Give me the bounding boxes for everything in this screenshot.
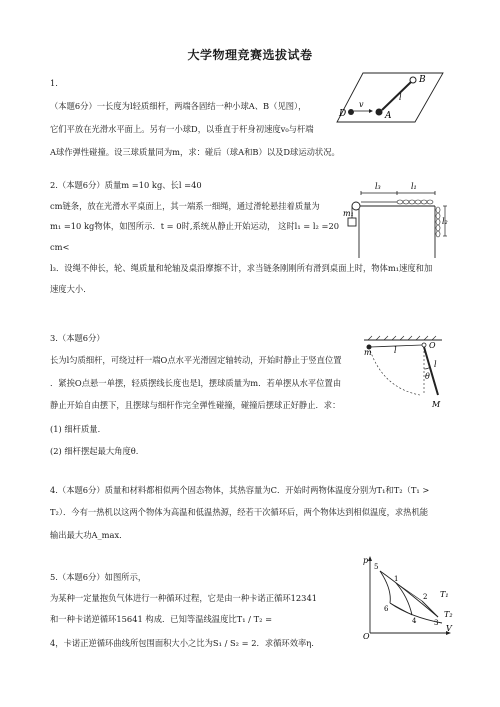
q5-fig-label-4: 4 — [412, 617, 417, 625]
q1-fig-label-l: l — [399, 93, 402, 102]
q1-fig-label-v: v — [359, 100, 364, 109]
q2-fig-label-l1: l₁ — [411, 182, 417, 191]
q1-number: 1. — [50, 78, 58, 88]
q3-figure — [362, 333, 447, 415]
q3-line-1: 长为l匀质细杆，可绕过杆一端O点水平光滑固定轴转动，开始时静止于竖直位置 — [50, 355, 342, 365]
q1-figure — [335, 70, 445, 125]
q5-fig-label-O: O — [363, 632, 370, 640]
q5-fig-label-T1: T₁ — [440, 590, 449, 599]
q5-fig-label-6: 6 — [384, 605, 389, 613]
q5-line-4: 4，卡诺正逆循环曲线所包围面积大小之比为S₁ / S₂ = 2．求循环效率η. — [50, 638, 314, 648]
q2-line-1: 2.（本题6分）质量m =10 kg、长l =40 — [50, 180, 202, 190]
q3-line-3: 静止开始自由摆下，且摆球与细杆作完全弹性碰撞，碰撞后摆球正好静止．求： — [50, 400, 341, 410]
q5-line-2: 为某种一定量抱负气体进行一种循环过程，它是由一种卡诺正循环12341 — [50, 593, 318, 603]
q4-line-3: 输出最大功A_max． — [50, 530, 128, 540]
q3-fig-label-l-side: l — [434, 360, 437, 369]
q3-fig-label-theta: θ — [425, 372, 430, 381]
q2-fig-label-l3: l₃ — [375, 182, 381, 191]
q5-fig-label-T2: T₂ — [444, 610, 453, 619]
q3-item-2: (2) 细杆摆起最大角度θ. — [50, 446, 139, 456]
q1-line-3: A球作弹性碰撞。设三球质量同为m，求：碰后（球A和B）以及D球运动状况。 — [50, 147, 340, 157]
q5-fig-label-p: p — [363, 556, 369, 565]
q2-line-3: m₁ =10 kg物体，如图所示．t = 0时,系统从静止开始运动， 这时l₁ = l₂ =20 — [50, 221, 339, 231]
q5-line-1: 5.（本题6分）如图所示， — [50, 572, 147, 582]
q4-line-2: T₂）．今有一热机以这两个物体为高温和低温热源，经若干次循环后，两个物体达到相似温度，求热机能 — [50, 507, 429, 517]
q5-fig-label-V: V — [446, 624, 452, 633]
page-title: 大学物理竞赛选拔试卷 — [187, 48, 313, 62]
q5-fig-label-2: 2 — [423, 593, 428, 601]
q2-fig-label-l2: l₂ — [442, 217, 448, 226]
q3-line-2: ．紧挨O点悬一单摆，轻质摆线长度也是l，摆球质量为m．若单摆从水平位置由 — [50, 378, 342, 388]
q2-fig-label-m1: m₁ — [343, 209, 354, 218]
q1-fig-label-A: A — [385, 111, 392, 121]
q2-line-5: l₃．设绳不伸长，轮、绳质量和轮轴及桌沿摩擦不计，求当链条刚刚所有滑到桌面上时，物体m₁速度和加 — [50, 263, 433, 273]
q3-item-1: (1) 细杆质量． — [50, 424, 106, 434]
q1-line-2: 它们平放在光滑水平面上。另有一小球D，以垂直于杆身初速度v₀与杆端 — [50, 124, 314, 134]
q2-line-4: cm< — [50, 242, 70, 252]
q3-fig-label-l-top: l — [394, 346, 397, 355]
q3-fig-label-M: M — [432, 400, 441, 409]
q4-line-1: 4.（本题6分）质量和材料都相似两个固态物体，其热容量为C．开始时两物体温度分别为T₁和T₂（T₁ > — [50, 485, 430, 495]
q5-fig-label-5: 5 — [374, 563, 379, 571]
q1-fig-label-B: B — [419, 75, 426, 85]
q2-line-6: 速度大小． — [50, 284, 92, 294]
q5-line-3: 和一种卡诺逆循环15641 构成．已知等温线温度比T₁ / T₂ = — [50, 614, 273, 624]
q3-number: 3.（本题6分） — [50, 333, 105, 343]
q1-fig-label-D: D — [339, 109, 347, 119]
q3-fig-label-m: m — [364, 348, 372, 357]
q1-line-1: （本题6分）一长度为l轻质细杆，两端各固结一种小球A、B（见图）， — [50, 101, 307, 111]
q3-fig-label-O: O — [429, 341, 436, 350]
q2-line-2: cm链条，放在光滑水平桌面上，其一端系一细绳，通过滑轮悬挂着质量为 — [50, 201, 320, 211]
q5-fig-label-1: 1 — [394, 575, 399, 583]
q5-fig-label-3: 3 — [434, 619, 439, 627]
q2-figure — [343, 178, 453, 260]
q5-figure — [360, 555, 455, 640]
